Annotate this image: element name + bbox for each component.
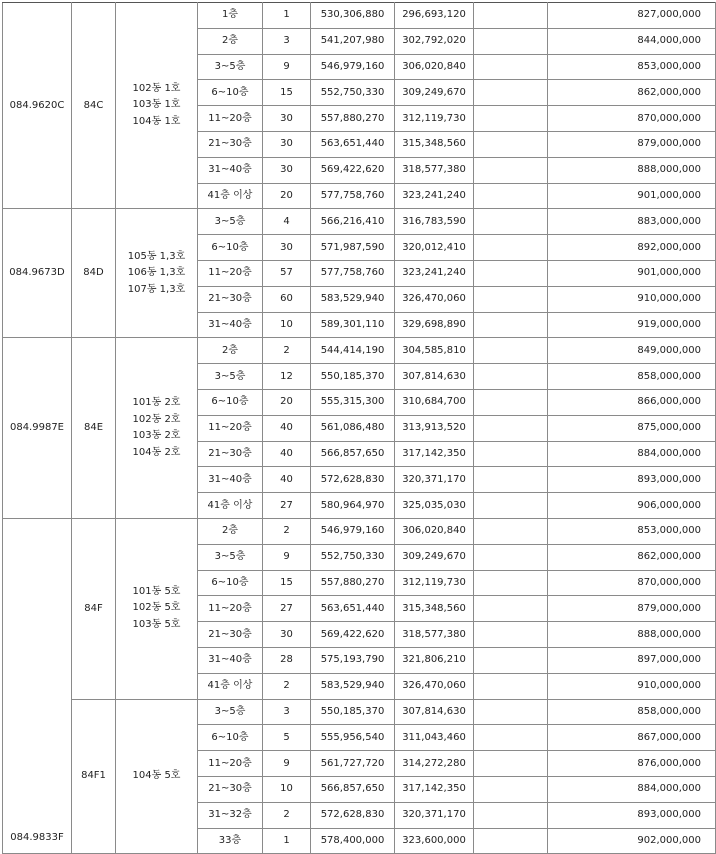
floor-cell: 11~20층: [198, 751, 263, 777]
land-price-cell: 546,979,160: [311, 518, 395, 544]
floor-cell: 21~30층: [198, 286, 263, 312]
building-price-cell: 317,142,350: [395, 441, 474, 467]
extra-cell: [474, 415, 548, 441]
building-price-cell: 307,814,630: [395, 364, 474, 390]
floor-cell: 11~20층: [198, 596, 263, 622]
floor-cell: 1층: [198, 3, 263, 29]
building-price-cell: 311,043,460: [395, 725, 474, 751]
count-cell: 40: [263, 441, 311, 467]
building-price-cell: 312,119,730: [395, 106, 474, 132]
building-price-cell: 323,241,240: [395, 183, 474, 209]
building-price-cell: 323,241,240: [395, 260, 474, 286]
count-cell: 1: [263, 3, 311, 29]
total-price-cell: 883,000,000: [548, 209, 716, 235]
floor-cell: 6~10층: [198, 80, 263, 106]
total-price-cell: 893,000,000: [548, 802, 716, 828]
count-cell: 4: [263, 209, 311, 235]
total-price-cell: 892,000,000: [548, 235, 716, 261]
floor-cell: 6~10층: [198, 725, 263, 751]
count-cell: 10: [263, 776, 311, 802]
count-cell: 9: [263, 751, 311, 777]
land-price-cell: 566,857,650: [311, 776, 395, 802]
unit-label: 102동 2호: [132, 413, 181, 425]
table-row: [3, 518, 716, 544]
floor-cell: 31~40층: [198, 157, 263, 183]
land-price-cell: 561,727,720: [311, 751, 395, 777]
land-price-cell: 555,315,300: [311, 389, 395, 415]
extra-cell: [474, 596, 548, 622]
count-cell: 20: [263, 389, 311, 415]
floor-cell: 41층 이상: [198, 673, 263, 699]
units-cell: [116, 338, 198, 519]
land-price-cell: 571,987,590: [311, 235, 395, 261]
building-price-cell: 329,698,890: [395, 312, 474, 338]
total-price-cell: 858,000,000: [548, 699, 716, 725]
unit-label: 104동 5호: [132, 770, 181, 782]
count-cell: 5: [263, 725, 311, 751]
floor-cell: 11~20층: [198, 260, 263, 286]
floor-cell: 6~10층: [198, 570, 263, 596]
unit-label: 103동 5호: [132, 618, 181, 630]
building-price-cell: 307,814,630: [395, 699, 474, 725]
count-cell: 30: [263, 622, 311, 648]
count-cell: 12: [263, 364, 311, 390]
floor-cell: 21~30층: [198, 776, 263, 802]
land-price-cell: 561,086,480: [311, 415, 395, 441]
unit-label: 102동 5호: [132, 602, 181, 614]
units-cell: [116, 209, 198, 338]
land-price-cell: 572,628,830: [311, 467, 395, 493]
total-price-cell: 879,000,000: [548, 131, 716, 157]
building-price-cell: 306,020,840: [395, 518, 474, 544]
floor-cell: 2층: [198, 338, 263, 364]
count-cell: 20: [263, 183, 311, 209]
extra-cell: [474, 828, 548, 854]
units-cell: [116, 3, 198, 209]
unit-label: 104동 2호: [132, 446, 181, 458]
unit-label: 103동 1호: [132, 99, 181, 111]
floor-cell: 31~32층: [198, 802, 263, 828]
building-price-cell: 313,913,520: [395, 415, 474, 441]
building-price-cell: 323,600,000: [395, 828, 474, 854]
floor-cell: 41층 이상: [198, 183, 263, 209]
extra-cell: [474, 338, 548, 364]
unit-label: 102동 1호: [132, 82, 181, 94]
count-cell: 15: [263, 80, 311, 106]
extra-cell: [474, 209, 548, 235]
type-cell: 84D: [72, 209, 116, 338]
count-cell: 2: [263, 518, 311, 544]
count-cell: 30: [263, 235, 311, 261]
total-price-cell: 901,000,000: [548, 260, 716, 286]
floor-cell: 21~30층: [198, 622, 263, 648]
building-price-cell: 325,035,030: [395, 493, 474, 519]
total-price-cell: 870,000,000: [548, 570, 716, 596]
count-cell: 2: [263, 673, 311, 699]
unit-label: 106동 1,3호: [127, 267, 186, 279]
count-cell: 2: [263, 338, 311, 364]
count-cell: 40: [263, 415, 311, 441]
total-price-cell: 862,000,000: [548, 80, 716, 106]
type-cell: 84C: [72, 3, 116, 209]
extra-cell: [474, 235, 548, 261]
floor-cell: 3~5층: [198, 699, 263, 725]
total-price-cell: 888,000,000: [548, 622, 716, 648]
land-price-cell: 580,964,970: [311, 493, 395, 519]
building-price-cell: 302,792,020: [395, 28, 474, 54]
building-price-cell: 326,470,060: [395, 673, 474, 699]
extra-cell: [474, 751, 548, 777]
floor-cell: 2층: [198, 28, 263, 54]
building-price-cell: 317,142,350: [395, 776, 474, 802]
extra-cell: [474, 260, 548, 286]
total-price-cell: 902,000,000: [548, 828, 716, 854]
extra-cell: [474, 699, 548, 725]
floor-cell: 3~5층: [198, 544, 263, 570]
count-cell: 15: [263, 570, 311, 596]
count-cell: 30: [263, 106, 311, 132]
unit-label: 105동 1,3호: [127, 250, 186, 262]
total-price-cell: 888,000,000: [548, 157, 716, 183]
land-price-cell: 569,422,620: [311, 622, 395, 648]
count-cell: 57: [263, 260, 311, 286]
floor-cell: 21~30층: [198, 131, 263, 157]
extra-cell: [474, 389, 548, 415]
extra-cell: [474, 106, 548, 132]
floor-cell: 3~5층: [198, 54, 263, 80]
land-price-cell: 563,651,440: [311, 131, 395, 157]
count-cell: 10: [263, 312, 311, 338]
floor-cell: 2층: [198, 518, 263, 544]
floor-cell: 3~5층: [198, 364, 263, 390]
building-price-cell: 318,577,380: [395, 622, 474, 648]
building-price-cell: 296,693,120: [395, 3, 474, 29]
land-price-cell: 566,216,410: [311, 209, 395, 235]
extra-cell: [474, 157, 548, 183]
floor-cell: 6~10층: [198, 235, 263, 261]
count-cell: 3: [263, 28, 311, 54]
total-price-cell: 853,000,000: [548, 518, 716, 544]
floor-cell: 33층: [198, 828, 263, 854]
total-price-cell: 910,000,000: [548, 673, 716, 699]
extra-cell: [474, 131, 548, 157]
extra-cell: [474, 544, 548, 570]
floor-cell: 11~20층: [198, 106, 263, 132]
extra-cell: [474, 776, 548, 802]
count-cell: 27: [263, 493, 311, 519]
land-price-cell: 569,422,620: [311, 157, 395, 183]
extra-cell: [474, 467, 548, 493]
count-cell: 2: [263, 802, 311, 828]
building-price-cell: 310,684,700: [395, 389, 474, 415]
count-cell: 60: [263, 286, 311, 312]
extra-cell: [474, 3, 548, 29]
land-price-cell: 566,857,650: [311, 441, 395, 467]
floor-cell: 31~40층: [198, 647, 263, 673]
floor-cell: 6~10층: [198, 389, 263, 415]
table-body: [3, 3, 716, 854]
count-cell: 9: [263, 54, 311, 80]
units-cell: [116, 518, 198, 699]
extra-cell: [474, 725, 548, 751]
building-price-cell: 312,119,730: [395, 570, 474, 596]
total-price-cell: 919,000,000: [548, 312, 716, 338]
land-price-cell: 541,207,980: [311, 28, 395, 54]
extra-cell: [474, 441, 548, 467]
land-price-cell: 578,400,000: [311, 828, 395, 854]
building-price-cell: 309,249,670: [395, 544, 474, 570]
land-price-cell: 550,185,370: [311, 699, 395, 725]
table-row: [3, 699, 716, 725]
land-price-cell: 577,758,760: [311, 260, 395, 286]
land-price-cell: 557,880,270: [311, 106, 395, 132]
land-price-cell: 563,651,440: [311, 596, 395, 622]
extra-cell: [474, 622, 548, 648]
total-price-cell: 901,000,000: [548, 183, 716, 209]
table-row: [3, 3, 716, 29]
count-cell: 30: [263, 157, 311, 183]
floor-cell: 3~5층: [198, 209, 263, 235]
extra-cell: [474, 54, 548, 80]
extra-cell: [474, 493, 548, 519]
extra-cell: [474, 673, 548, 699]
total-price-cell: 910,000,000: [548, 286, 716, 312]
area-cell: 084.9673D: [3, 209, 72, 338]
extra-cell: [474, 518, 548, 544]
building-price-cell: 320,371,170: [395, 467, 474, 493]
total-price-cell: 853,000,000: [548, 54, 716, 80]
area-cell: 084.9833F: [3, 518, 72, 853]
extra-cell: [474, 802, 548, 828]
unit-label: 101동 5호: [132, 585, 181, 597]
type-cell: 84E: [72, 338, 116, 519]
land-price-cell: 583,529,940: [311, 673, 395, 699]
land-price-cell: 557,880,270: [311, 570, 395, 596]
land-price-cell: 583,529,940: [311, 286, 395, 312]
land-price-cell: 550,185,370: [311, 364, 395, 390]
type-cell: 84F: [72, 518, 116, 699]
count-cell: 3: [263, 699, 311, 725]
table-row: [3, 209, 716, 235]
count-cell: 9: [263, 544, 311, 570]
count-cell: 28: [263, 647, 311, 673]
building-price-cell: 320,012,410: [395, 235, 474, 261]
unit-label: 104동 1호: [132, 115, 181, 127]
area-cell: 084.9620C: [3, 3, 72, 209]
total-price-cell: 827,000,000: [548, 3, 716, 29]
land-price-cell: 572,628,830: [311, 802, 395, 828]
extra-cell: [474, 183, 548, 209]
building-price-cell: 316,783,590: [395, 209, 474, 235]
count-cell: 27: [263, 596, 311, 622]
building-price-cell: 304,585,810: [395, 338, 474, 364]
total-price-cell: 849,000,000: [548, 338, 716, 364]
floor-cell: 11~20층: [198, 415, 263, 441]
floor-cell: 41층 이상: [198, 493, 263, 519]
floor-cell: 31~40층: [198, 312, 263, 338]
count-cell: 1: [263, 828, 311, 854]
building-price-cell: 309,249,670: [395, 80, 474, 106]
land-price-cell: 577,758,760: [311, 183, 395, 209]
price-table: [2, 2, 716, 854]
total-price-cell: 858,000,000: [548, 364, 716, 390]
count-cell: 40: [263, 467, 311, 493]
total-price-cell: 867,000,000: [548, 725, 716, 751]
count-cell: 30: [263, 131, 311, 157]
land-price-cell: 589,301,110: [311, 312, 395, 338]
total-price-cell: 870,000,000: [548, 106, 716, 132]
total-price-cell: 879,000,000: [548, 596, 716, 622]
total-price-cell: 897,000,000: [548, 647, 716, 673]
unit-label: 103동 2호: [132, 430, 181, 442]
extra-cell: [474, 647, 548, 673]
extra-cell: [474, 312, 548, 338]
land-price-cell: 530,306,880: [311, 3, 395, 29]
land-price-cell: 575,193,790: [311, 647, 395, 673]
land-price-cell: 544,414,190: [311, 338, 395, 364]
total-price-cell: 906,000,000: [548, 493, 716, 519]
units-cell: [116, 699, 198, 854]
land-price-cell: 555,956,540: [311, 725, 395, 751]
building-price-cell: 306,020,840: [395, 54, 474, 80]
total-price-cell: 875,000,000: [548, 415, 716, 441]
building-price-cell: 320,371,170: [395, 802, 474, 828]
total-price-cell: 884,000,000: [548, 776, 716, 802]
table-row: [3, 338, 716, 364]
unit-label: 101동 2호: [132, 397, 181, 409]
extra-cell: [474, 570, 548, 596]
type-cell: 84F1: [72, 699, 116, 854]
total-price-cell: 893,000,000: [548, 467, 716, 493]
total-price-cell: 862,000,000: [548, 544, 716, 570]
building-price-cell: 314,272,280: [395, 751, 474, 777]
land-price-cell: 552,750,330: [311, 80, 395, 106]
floor-cell: 21~30층: [198, 441, 263, 467]
land-price-cell: 552,750,330: [311, 544, 395, 570]
total-price-cell: 876,000,000: [548, 751, 716, 777]
land-price-cell: 546,979,160: [311, 54, 395, 80]
total-price-cell: 844,000,000: [548, 28, 716, 54]
extra-cell: [474, 364, 548, 390]
total-price-cell: 884,000,000: [548, 441, 716, 467]
extra-cell: [474, 28, 548, 54]
total-price-cell: 866,000,000: [548, 389, 716, 415]
floor-cell: 31~40층: [198, 467, 263, 493]
area-cell: 084.9987E: [3, 338, 72, 519]
building-price-cell: 315,348,560: [395, 596, 474, 622]
building-price-cell: 318,577,380: [395, 157, 474, 183]
extra-cell: [474, 286, 548, 312]
building-price-cell: 326,470,060: [395, 286, 474, 312]
building-price-cell: 315,348,560: [395, 131, 474, 157]
unit-label: 107동 1,3호: [127, 283, 186, 295]
extra-cell: [474, 80, 548, 106]
building-price-cell: 321,806,210: [395, 647, 474, 673]
